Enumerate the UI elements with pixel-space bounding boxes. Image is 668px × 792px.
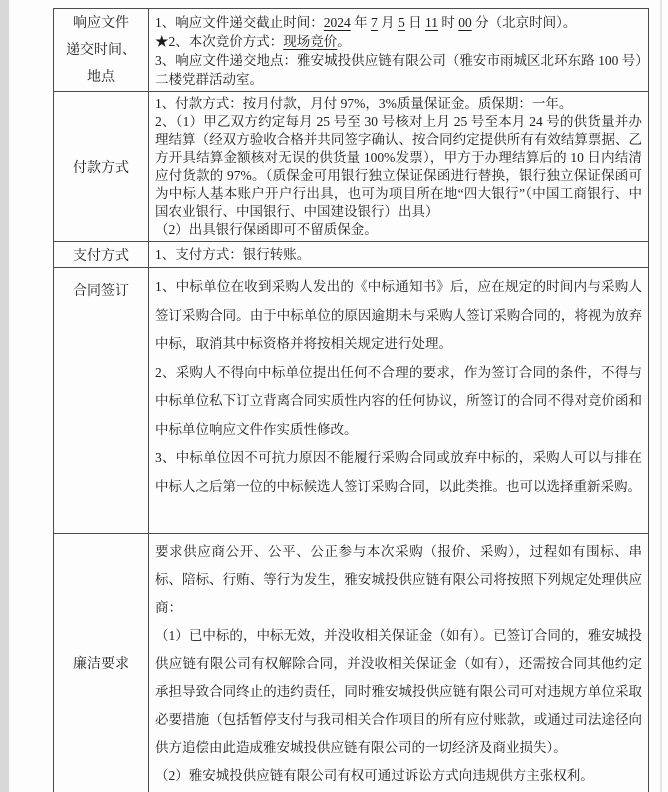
text-segment: 月 xyxy=(377,15,398,30)
table-row xyxy=(54,268,649,534)
row-label xyxy=(54,268,149,534)
text-segment: 1、付款方式：按月付款，月付 97%，3%质量保证金。质保期：一年。 xyxy=(155,96,573,111)
text-segment: 1、响应文件递交截止时间： xyxy=(155,15,324,30)
underlined-text: 00 xyxy=(458,15,472,30)
procurement-terms-table xyxy=(53,8,649,792)
paragraph xyxy=(155,13,642,32)
row-label xyxy=(54,242,149,268)
text-segment: ★2、本次竞价方式： xyxy=(155,34,284,49)
text-segment: 2、采购人不得向中标单位提出任何不合理的要求，作为签订合同的条件，不得与中标单位私下订立背离合同实质性内容的任何协议，所签订的合同不得对竞价函和中标单位响应文件作实质性修改。 xyxy=(155,364,642,437)
document-table-body xyxy=(54,9,649,792)
row-label-line: 合同签订 xyxy=(73,284,129,299)
paragraph xyxy=(155,622,642,762)
row-content xyxy=(149,534,649,792)
text-segment: 日 xyxy=(404,15,425,30)
paragraph xyxy=(155,32,642,51)
page-edge-shadow-left xyxy=(0,0,9,792)
text-segment: 3、中标单位因不可抗力原因不能履行采购合同或放弃中标的，采购人可以与排在中标人之后第一位的中标候选人签订采购合同，以此类推。也可以选择重新采购。 xyxy=(155,450,642,494)
page-edge-shadow-right xyxy=(660,0,662,792)
row-label-line: 地点 xyxy=(87,69,115,85)
text-segment: 要求供应商公开、公平、公正参与本次采购（报价、采购），过程如有围标、串标、陪标、行贿、等行为发生，雅安城投供应链有限公司将按照下列规定处理供应商： xyxy=(155,544,642,615)
table-row xyxy=(54,242,649,268)
paragraph xyxy=(155,273,642,359)
row-label xyxy=(54,92,149,242)
text-segment: （2）出具银行保函即可不留质保金。 xyxy=(155,222,378,237)
table-row xyxy=(54,92,649,242)
underlined-text: 现场竞价 xyxy=(283,34,338,49)
row-label xyxy=(54,9,149,92)
text-segment: 分（北京时间）。 xyxy=(471,15,577,30)
paragraph xyxy=(155,538,642,622)
table-row xyxy=(54,534,649,792)
text-segment: 3、响应文件递交地点：雅安城投供应链有限公司（雅安市雨城区北环东路 100 号）二楼党群活动室。 xyxy=(155,53,642,87)
row-content xyxy=(149,242,649,268)
row-content xyxy=(149,268,649,534)
paragraph xyxy=(155,221,642,239)
underlined-text: 11 xyxy=(425,15,438,30)
row-label-line: 响应文件 xyxy=(73,15,129,31)
text-segment: 年 xyxy=(350,15,371,30)
paragraph xyxy=(155,762,642,790)
row-label-line: 付款方式 xyxy=(73,160,129,176)
row-content xyxy=(149,92,649,242)
text-segment: （1）已中标的，中标无效，并没收相关保证金（如有）。已签订合同的，雅安城投供应链有限公司有权解除合同，并没收相关保证金（如有），还需按合同其他约定承担导致合同终止的违约责任，同时雅安城投供应链有限公司可对违规方单位采取必要措施（包括暂停支付与我司相关合作项目的所有应付账款，或通过司法途径向供方追偿由此造成雅安城投供应链有限公司的一切经济及商业损失）。 xyxy=(155,628,642,755)
row-label-line: 支付方式 xyxy=(73,248,129,264)
paragraph xyxy=(155,95,642,113)
row-content xyxy=(149,9,649,92)
table-row xyxy=(54,9,649,92)
text-segment: 1、中标单位在收到采购人发出的《中标通知书》后，应在规定的时间内与采购人签订采购合同。由于中标单位的原因逾期未与采购人签订采购合同的，将视为放弃中标，取消其中标资格并将按相关规定进行处理。 xyxy=(155,279,642,351)
underlined-text: 5 xyxy=(398,15,405,30)
row-label xyxy=(54,534,149,792)
text-segment: 2、（1）甲乙双方约定每月 25 号至 30 号核对上月 25 号至本月 24 号的供货量并办理结算（经双方验收合格并共同签字确认、按合同约定提供所有有效结算票据、乙方开具结算金额核对无误的供货量 100%发票），甲方于办理结算后的 10 日内结清应付货款的 97%。（质保金可用银行独立保证保函进行替换，银行独立保证保函可为中标人基本账户开户行出具，也可为项目所在地“四大银行”（中国工商银行、中国农业银行、中国银行、中国建设银行）出具） xyxy=(155,114,642,219)
paragraph xyxy=(155,246,642,264)
text-segment: （2）雅安城投供应链有限公司有权可通过诉讼方式向违规供方主张权利。 xyxy=(155,768,594,783)
paragraph xyxy=(155,113,642,221)
underlined-text: 7 xyxy=(371,15,378,30)
row-label-line: 廉洁要求 xyxy=(73,657,129,672)
paragraph xyxy=(155,359,642,445)
paragraph xyxy=(155,444,642,501)
paragraph xyxy=(155,51,642,89)
text-segment: 1、支付方式：银行转账。 xyxy=(155,246,311,262)
text-segment: 。 xyxy=(337,34,351,49)
row-label-line: 递交时间、 xyxy=(66,42,136,58)
underlined-text: 2024 xyxy=(323,15,351,30)
text-segment: 时 xyxy=(438,15,459,30)
